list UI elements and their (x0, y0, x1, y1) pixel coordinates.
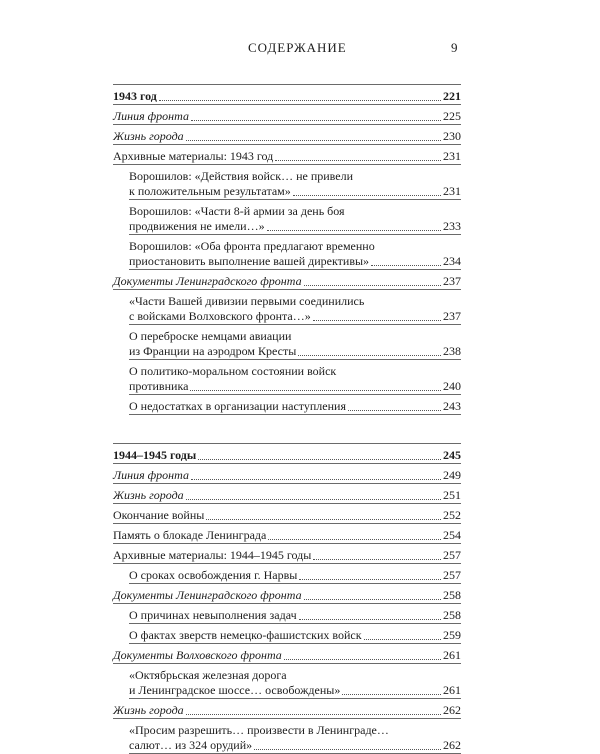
toc-entry-title: Линия фронта (113, 109, 189, 123)
dot-leader (298, 355, 441, 356)
toc-entry[interactable] (129, 664, 461, 699)
toc-entry[interactable] (113, 270, 461, 290)
toc-entry-page: 233 (443, 219, 461, 233)
dot-leader (268, 539, 441, 540)
toc-entry-page: 249 (443, 468, 461, 482)
toc-entry[interactable] (113, 105, 461, 125)
toc-entry-title-line: «Просим разрешить… произвести в Ленинграде… (129, 723, 389, 737)
dot-leader (275, 160, 441, 161)
toc-entry-title: и Ленинградское шоссе… освобождены» (129, 683, 341, 697)
toc-entry-page: 245 (443, 448, 461, 462)
table-of-contents (113, 84, 461, 754)
dot-leader (284, 659, 441, 660)
toc-entry-title: О причинах невыполнения задач (129, 608, 297, 622)
toc-entry[interactable] (129, 360, 461, 395)
running-head (0, 40, 600, 60)
toc-entry-page: 262 (443, 738, 461, 752)
dot-leader (159, 100, 441, 101)
toc-entry[interactable] (129, 235, 461, 270)
toc-entry-page: 231 (443, 184, 461, 198)
toc-entry-title: Линия фронта (113, 468, 189, 482)
toc-entry[interactable] (129, 290, 461, 325)
toc-entry[interactable] (113, 699, 461, 719)
toc-entry[interactable] (129, 325, 461, 360)
toc-entry[interactable] (113, 644, 461, 664)
toc-entry-title: 1944–1945 годы (113, 448, 197, 462)
toc-entry-title: из Франции на аэродром Кресты (129, 344, 297, 358)
toc-entry-title-line: О политико-моральном состоянии войск (129, 364, 337, 378)
toc-entry-title-line: Ворошилов: «Оба фронта предлагают временно (129, 239, 375, 253)
toc-entry-page: 261 (443, 683, 461, 697)
toc-entry-title: 1943 год (113, 89, 157, 103)
toc-entry[interactable] (113, 504, 461, 524)
toc-entry-page: 230 (443, 129, 461, 143)
dot-leader (186, 140, 441, 141)
toc-entry[interactable] (129, 564, 461, 584)
toc-entry-page: 257 (443, 548, 461, 562)
toc-entry[interactable] (113, 85, 461, 105)
toc-entry-page: 257 (443, 568, 461, 582)
toc-entry-title: салют… из 324 орудий» (129, 738, 253, 752)
toc-entry-title-line: «Октябрьская железная дорога (129, 668, 287, 682)
toc-entry-page: 262 (443, 703, 461, 717)
toc-entry-title: Архивные материалы: 1944–1945 годы (113, 548, 312, 562)
dot-leader (190, 390, 441, 391)
dot-leader (267, 230, 441, 231)
toc-entry-page: 259 (443, 628, 461, 642)
toc-entry-page: 254 (443, 528, 461, 542)
toc-entry[interactable] (129, 604, 461, 624)
toc-entry-title: О фактах зверств немецко-фашистских войск (129, 628, 362, 642)
toc-entry[interactable] (113, 444, 461, 464)
toc-entry[interactable] (113, 584, 461, 604)
toc-entry-title: противника (129, 379, 189, 393)
toc-entry[interactable] (129, 200, 461, 235)
toc-entry[interactable] (129, 395, 461, 415)
toc-entry-page: 252 (443, 508, 461, 522)
toc-entry-title: к положительным результатам» (129, 184, 291, 198)
page-title: СОДЕРЖАНИЕ (248, 40, 347, 55)
dot-leader (342, 694, 441, 695)
toc-entry-title-line: «Части Вашей дивизии первыми соединились (129, 294, 365, 308)
dot-leader (364, 639, 441, 640)
toc-entry-title: приостановить выполнение вашей директивы» (129, 254, 370, 268)
dot-leader (186, 714, 441, 715)
toc-entry-title: продвижения не имели…» (129, 219, 265, 233)
toc-entry-title: Документы Волховского фронта (113, 648, 282, 662)
toc-entry[interactable] (113, 145, 461, 165)
toc-entry-page: 234 (443, 254, 461, 268)
toc-entry[interactable] (113, 544, 461, 564)
toc-entry-title: Документы Ленинградского фронта (113, 274, 302, 288)
toc-entry[interactable] (129, 165, 461, 200)
dot-leader (299, 579, 441, 580)
toc-entry-title: с войсками Волховского фронта…» (129, 309, 311, 323)
dot-leader (206, 519, 441, 520)
dot-leader (304, 285, 441, 286)
toc-section (113, 443, 461, 754)
toc-entry-title: Документы Ленинградского фронта (113, 588, 302, 602)
dot-leader (304, 599, 441, 600)
toc-entry-page: 238 (443, 344, 461, 358)
toc-entry[interactable] (113, 464, 461, 484)
toc-section (113, 84, 461, 415)
toc-entry-page: 251 (443, 488, 461, 502)
toc-entry[interactable] (129, 719, 461, 754)
toc-entry-page: 225 (443, 109, 461, 123)
toc-entry-title: Жизнь города (113, 129, 184, 143)
toc-entry[interactable] (113, 125, 461, 145)
dot-leader (299, 619, 441, 620)
toc-entry-title-line: Ворошилов: «Действия войск… не привели (129, 169, 353, 183)
toc-entry-page: 237 (443, 309, 461, 323)
toc-entry-page: 243 (443, 399, 461, 413)
toc-entry-title-line: О переброске немцами авиации (129, 329, 292, 343)
toc-entry-title: Память о блокаде Ленинграда (113, 528, 267, 542)
dot-leader (191, 120, 441, 121)
toc-entry-title: Жизнь города (113, 488, 184, 502)
toc-entry-title: Архивные материалы: 1943 год (113, 149, 274, 163)
dot-leader (186, 499, 441, 500)
dot-leader (348, 410, 441, 411)
toc-entry-page: 240 (443, 379, 461, 393)
dot-leader (313, 559, 441, 560)
page-number: 9 (451, 40, 458, 55)
dot-leader (313, 320, 441, 321)
toc-entry-title-line: Ворошилов: «Части 8-й армии за день боя (129, 204, 345, 218)
dot-leader (198, 459, 441, 460)
toc-entry-page: 221 (443, 89, 461, 103)
toc-entry-title: О сроках освобождения г. Нарвы (129, 568, 298, 582)
toc-entry[interactable] (113, 524, 461, 544)
toc-entry-page: 237 (443, 274, 461, 288)
toc-entry-title: Окончание войны (113, 508, 205, 522)
toc-entry-page: 258 (443, 588, 461, 602)
toc-entry-title: Жизнь города (113, 703, 184, 717)
toc-entry-page: 231 (443, 149, 461, 163)
dot-leader (191, 479, 441, 480)
toc-entry-page: 261 (443, 648, 461, 662)
toc-entry[interactable] (113, 484, 461, 504)
dot-leader (293, 195, 441, 196)
toc-entry[interactable] (129, 624, 461, 644)
toc-entry-title: О недостатках в организации наступления (129, 399, 346, 413)
dot-leader (371, 265, 441, 266)
toc-entry-page: 258 (443, 608, 461, 622)
